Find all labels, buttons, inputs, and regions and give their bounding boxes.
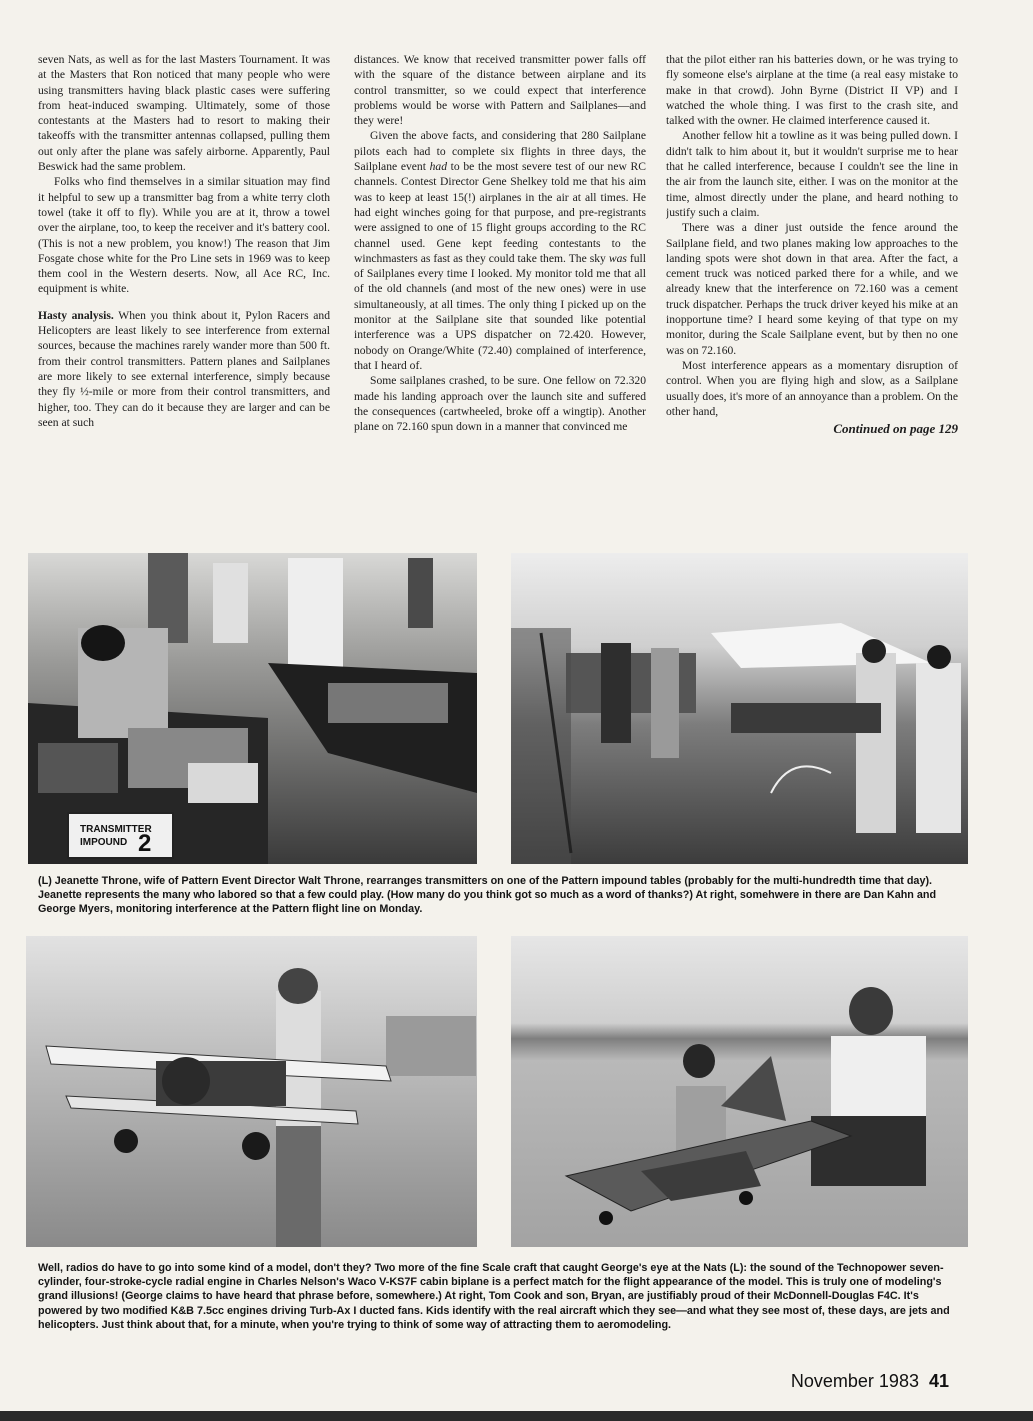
article-column-1 xyxy=(38,52,330,544)
photo-caption-bottom: Well, radios do have to go into some kind of a model, don't they? Two more of the fine Scale craft that caught George's eye at the Nats (L): the sound of the Technopower seven-cylinder, four-stroke-cycle radial engine in Charles Nelson's Waco V-KS7F cabin biplane is a perfect match for the flight appearance of the model. This is truly one of modeling's grand illusions! (George claims to have heard that phrase before, somewhere.) At right, Tom Cook and son, Bryan, are justifiably proud of their McDonnell-Douglas F4C. It's powered by two modified K&B 7.5cc engines driving Turb-Ax I ducted fans. Kids identify with the real aircraft which they see—and what they see most of, these days, are jets and helicopters. Just think about that, for a minute, when you're trying to think of some way of attracting them to aeromodeling. xyxy=(38,1262,950,1331)
paragraph: Another fellow hit a towline as it was being pulled down. I didn't talk to him about it, but it wouldn't surprise me to hear that he called interference, because I couldn't see the line in the air from the launch site, either. I was on the monitor at the time, almost directly under the plane, and heard nothing to justify such a claim. xyxy=(666,129,958,219)
photo-flight-line-image xyxy=(511,553,968,864)
section-heading: Hasty analysis. xyxy=(38,308,114,322)
paragraph: Some sailplanes crashed, to be sure. One fellow on 72.320 made his landing approach over the launch site and suffered the consequences (cartwheeled, broke off a wingtip). Another plane on 72.160 spun down in a manner that convinced me xyxy=(354,374,646,434)
page-number: 41 xyxy=(928,1371,949,1391)
photo-impound-table xyxy=(28,553,477,864)
emphasis: was xyxy=(608,251,627,265)
paragraph xyxy=(38,308,330,430)
photo-f4c-jet xyxy=(511,936,968,1247)
article-column-3 xyxy=(666,52,958,544)
paragraph-text: full of Sailplanes every time I looked. My monitor told me that all of the old channels (and most of the new ones) were in use simultaneously, at all times. The only thing I picked up on the monitor at the Sailplane site that sounded like potential interference was a UPS dispatcher on 72.420. However, nobody on Orange/White (72.40) complained of interference, that I heard of. xyxy=(354,251,646,372)
paragraph: Folks who find themselves in a similar situation may find it helpful to sew up a transmitter bag from a white terry cloth towel (take it off to fly). While you are at it, throw a towel over the airplane, too, to keep the receiver and it's battery cool. (This is not a new problem, you know!) The reason that Jim Fosgate chose white for the Pro Line sets in 1969 was to keep them cool in the Western deserts. Now, all Ace RC, Inc. equipment is white. xyxy=(38,175,330,296)
paragraph xyxy=(354,128,646,373)
impound-sign xyxy=(68,813,173,858)
paragraph: There was a diner just outside the fence around the Sailplane field, and two planes making low approaches to the landing spots were shot down in that area. After the fact, a cement truck was noticed parked there for a while, and we already knew that the interference on 72.160 was a cement truck dispatcher. Perhaps the truck driver keyed his mike at an inopportune time? I heard some keying of that type on my monitor, during the Scale Sailplane event, but by then no one was on 72.160. xyxy=(666,221,958,357)
photo-impound-image xyxy=(28,553,477,864)
paragraph-text: When you think about it, Pylon Racers and Helicopters are least likely to see interference from external sources, because the machines rarely wander more than 500 ft. from their control transmitters. Pattern planes and Sailplanes are more likely to see external interference, simply because they fly ½-mile or more from their control transmitters, and higher, too. They can do it because they are larger and can be seen at such xyxy=(38,308,330,429)
paragraph-text: Given the above facts, and considering that 280 Sailplane pilots each had to complete six flights in three days, the Sailplane event xyxy=(354,129,646,174)
paragraph: that the pilot either ran his batteries down, or he was trying to fly someone else's airplane at the time (a real easy mistake to make in that crowd). John Byrne (District II VP) and I watched the whole thing. I was first to the crash site, and talked with the owner. He claimed interference caused it. xyxy=(666,53,958,128)
scan-edge xyxy=(0,1411,1033,1421)
article-column-2 xyxy=(354,52,646,544)
paragraph: distances. We know that received transmitter power falls off with the square of the distance between airplane and its control transmitter, so we could expect that interference problems would be worse with Pattern and Sailplanes—and they were! xyxy=(354,53,646,128)
photo-jet-image xyxy=(511,936,968,1247)
photo-pattern-flight-line xyxy=(511,553,968,864)
impound-sign-number: 2 xyxy=(138,830,152,857)
issue-date: November 1983 xyxy=(790,1371,919,1391)
photo-caption-top: (L) Jeanette Throne, wife of Pattern Event Director Walt Throne, rearranges transmitters on one of the Pattern impound tables (probably for the multi-hundredth time that day). Jeanette represents the many who labored so that a few could play. (How many do you think got so much as a word of thanks?) At right, somehwere in there are Dan Kahn and George Myers, monitoring interference at the Pattern flight line on Monday. xyxy=(38,875,937,916)
emphasis: had xyxy=(429,160,447,174)
paragraph: seven Nats, as well as for the last Masters Tournament. It was at the Masters that Ron noticed that many people who were using transmitters having black plastic cases were suffering from heat-induced swamping. Ultimately, some of those contestants at the Masters had to resort to making their takeoffs with the transmitter antennas collapsed, pulling them out only after the plane was safely airborne. Apparently, Paul Beswick had the same problem. xyxy=(38,53,330,174)
impound-sign-line1: TRANSMITTER xyxy=(80,824,152,835)
page-footer xyxy=(791,1371,949,1392)
paragraph: Most interference appears as a momentary disruption of control. When you are flying high and slow, as a Sailplane usually does, it's more of an annoyance than a problem. On the other hand, xyxy=(666,358,958,418)
impound-sign-line2: IMPOUND xyxy=(80,837,128,848)
photo-biplane-image xyxy=(26,936,477,1247)
paragraph-text: to be the most severe test of our new RC channels. Contest Director Gene Shelkey told me that his aim was to keep at least 15(!) airplanes in the air at all times. He had eight winches going for that purpose, and pre-registrants were assigned to one of 15 flight groups according to the RC channel used. Gene kept feeding contestants to the winchmasters as fast as they could take them. The sky xyxy=(354,160,646,265)
photo-waco-biplane xyxy=(26,936,477,1247)
continued-note: Continued on page 129 xyxy=(833,421,958,437)
